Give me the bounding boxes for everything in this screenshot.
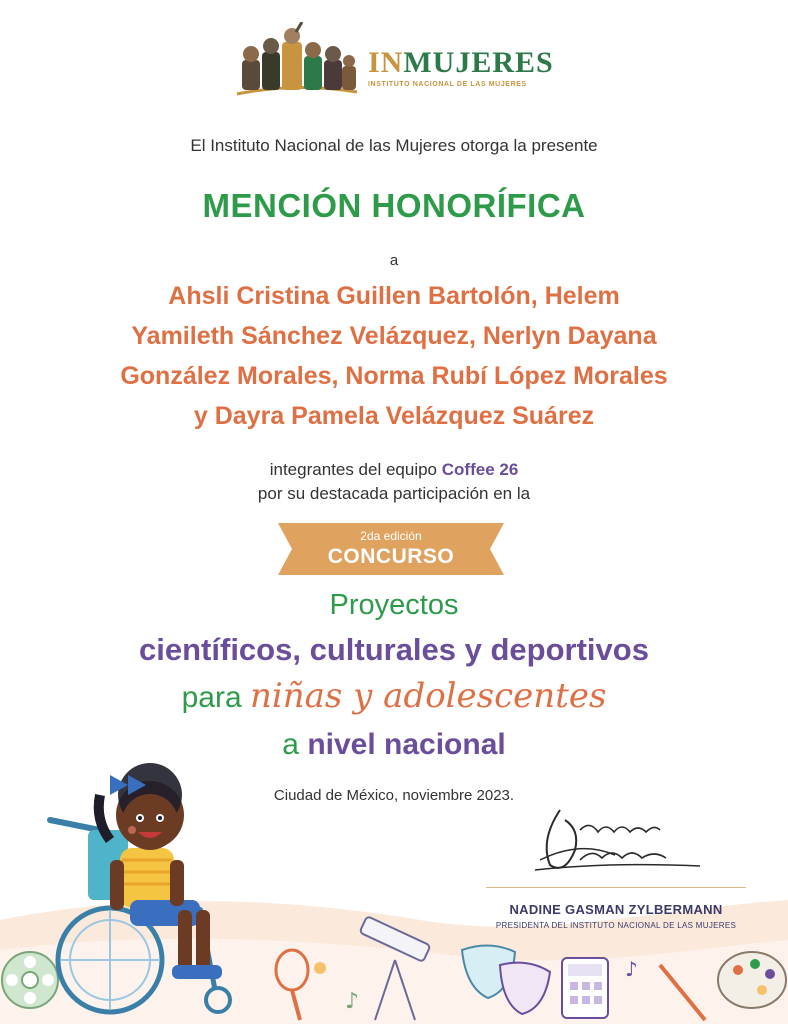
contest-ribbon: [278, 523, 504, 575]
inmujeres-logo: [232, 22, 582, 102]
signer-name: NADINE GASMAN ZYLBERMANN: [509, 902, 723, 917]
to-text: a: [389, 252, 399, 269]
contest-title-line3-b: niñas y adolescentes: [249, 676, 607, 716]
calculator-icon: [562, 958, 608, 1018]
contest-label: CONCURSO: [327, 545, 455, 568]
logo-wordmark: [368, 48, 554, 88]
intro-text: El Instituto Nacional de las Mujeres otorga la presente: [190, 136, 598, 155]
heroines-illustration-icon: [232, 22, 362, 102]
recipient-name-line: y Dayra Pamela Velázquez Suárez: [193, 402, 595, 430]
recipient-name-line: Ahsli Cristina Guillen Bartolón, Helem: [168, 282, 620, 310]
participation-text: por su destacada participación en la: [257, 484, 531, 503]
svg-text:♪: ♪: [625, 957, 638, 981]
signer-title: PRESIDENTA DEL INSTITUTO NACIONAL DE LAS MUJERES: [495, 921, 737, 930]
mention-title: MENCIÓN HONORÍFICA: [202, 187, 586, 224]
paint-palette-icon: [718, 952, 786, 1008]
signature-line: [486, 887, 746, 888]
contest-title-line4-b: nivel nacional: [307, 728, 506, 761]
edition-text: 2da edición: [360, 529, 422, 543]
logo-main: MUJERES: [403, 46, 554, 79]
recipient-name-line: Yamileth Sánchez Velázquez, Nerlyn Dayana: [131, 322, 657, 350]
recipient-names: [0, 276, 788, 436]
logo-subtitle: INSTITUTO NACIONAL DE LAS MUJERES: [368, 81, 527, 88]
handwritten-signature: [520, 800, 710, 880]
svg-text:♪: ♪: [345, 989, 360, 1014]
recipient-name-line: González Morales, Norma Rubí López Morales: [120, 362, 668, 390]
contest-title-line4: [0, 728, 788, 762]
team-prefix: integrantes del equipo: [269, 460, 442, 479]
team-text: [0, 458, 788, 506]
logo-prefix: IN: [368, 46, 404, 79]
contest-title-line3-a: para: [181, 681, 250, 714]
team-name: Coffee 26: [441, 460, 519, 479]
contest-title-line4-a: a: [282, 728, 308, 761]
contest-title-line3: [0, 676, 788, 716]
contest-title-line1: Proyectos: [329, 589, 459, 621]
issue-date: Ciudad de México, noviembre 2023.: [273, 787, 515, 804]
contest-title-line2: científicos, culturales y deportivos: [139, 632, 649, 667]
